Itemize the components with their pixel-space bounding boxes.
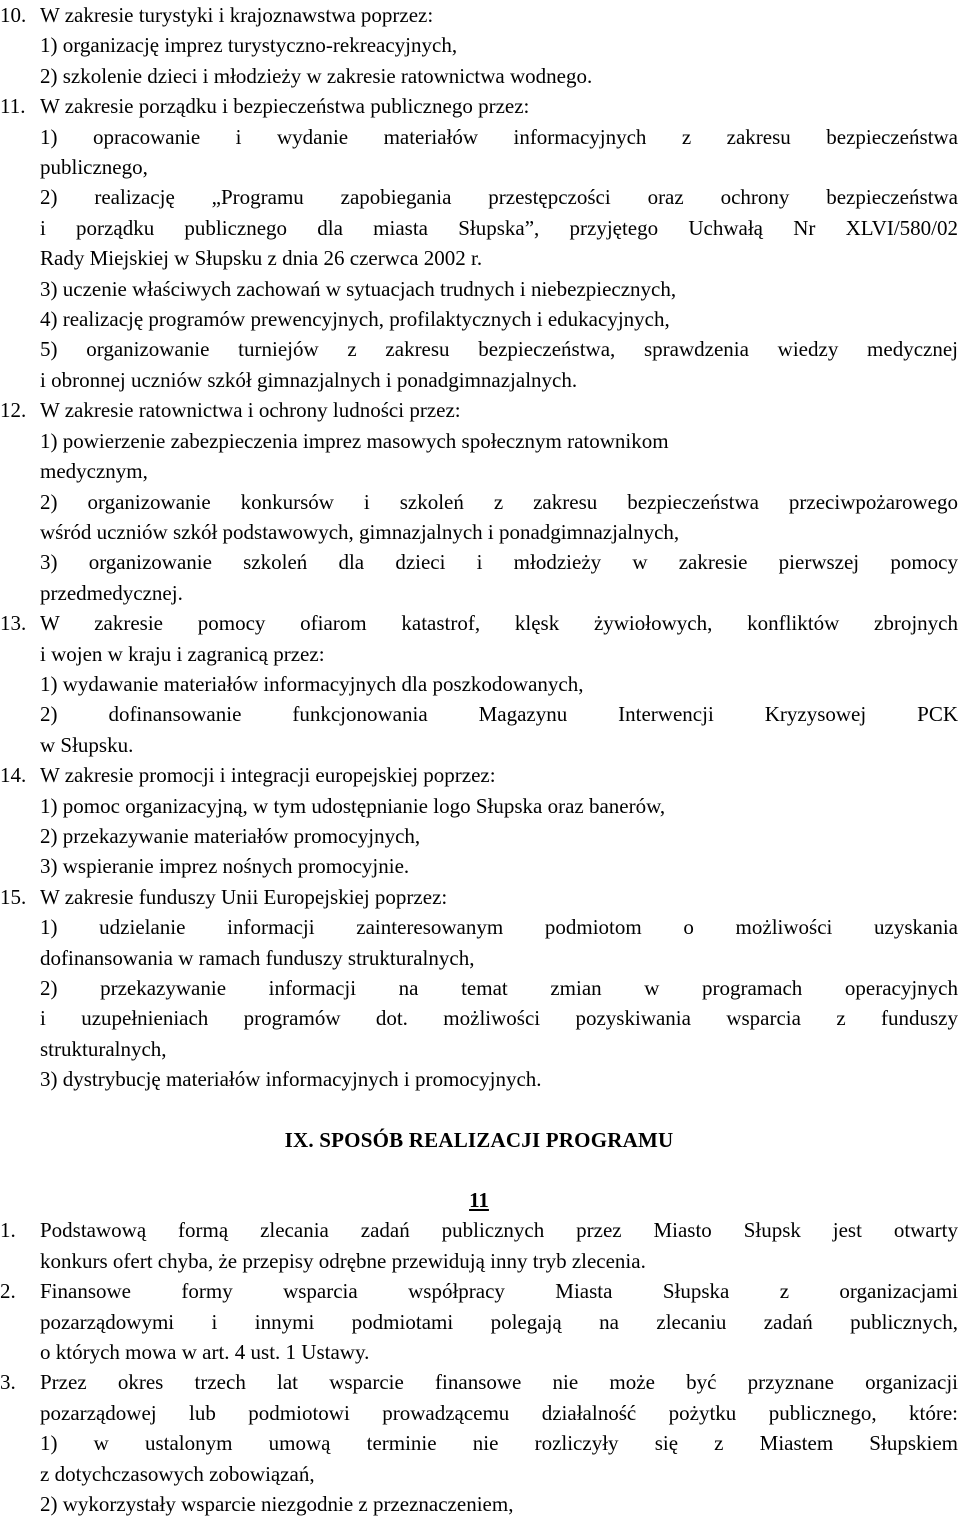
text-line: strukturalnych,: [40, 1036, 167, 1061]
list-item: [0, 608, 958, 760]
text-line: W zakresie promocji i integracji europejskiej poprzez:: [40, 763, 496, 788]
text-line: 1) udzielanie informacji zainteresowanym podmiotom o możliwości uzyskania: [40, 915, 958, 940]
text-line: publicznego,: [40, 155, 148, 180]
text-line: 2) dofinansowanie funkcjonowania Magazynu Interwencji Kryzysowej PCK: [40, 702, 958, 727]
text-line: dofinansowania w ramach funduszy strukturalnych,: [40, 945, 475, 970]
list-item-number: 14.: [0, 763, 27, 788]
list-item-number: 2.: [0, 1279, 16, 1304]
list-item: [0, 1367, 958, 1519]
enumerated-list-bottom: [0, 1215, 958, 1519]
text-line: 1) powierzenie zabezpieczenia imprez masowych społecznym ratownikom: [40, 428, 669, 453]
text-line: o których mowa w art. 4 ust. 1 Ustawy.: [40, 1340, 370, 1365]
text-line: 2) wykorzystały wsparcie niezgodnie z przeznaczeniem,: [40, 1492, 514, 1517]
text-line: 2) realizację „Programu zapobiegania przestępczości oraz ochrony bezpieczeństwa: [40, 185, 958, 210]
text-line: 3) uczenie właściwych zachowań w sytuacjach trudnych i niebezpiecznych,: [40, 276, 677, 301]
text-line: i wojen w kraju i zagranicą przez:: [40, 641, 325, 666]
text-line: W zakresie ratownictwa i ochrony ludności przez:: [40, 398, 461, 423]
list-item: [0, 395, 958, 608]
text-line: i obronnej uczniów szkół gimnazjalnych i ponadgimnazjalnych.: [40, 367, 578, 392]
list-item: [0, 882, 958, 1095]
text-line: medycznym,: [40, 459, 148, 484]
list-item-number: 12.: [0, 398, 27, 423]
text-line: 1) wydawanie materiałów informacyjnych dla poszkodowanych,: [40, 671, 584, 696]
list-item: [0, 0, 958, 91]
text-line: Podstawową formą zlecania zadań publicznych przez Miasto Słupsk jest otwarty: [40, 1218, 958, 1243]
text-line: 1) organizację imprez turystyczno-rekreacyjnych,: [40, 33, 458, 58]
text-line: W zakresie porządku i bezpieczeństwa publicznego przez:: [40, 94, 530, 119]
text-line: 5) organizowanie turniejów z zakresu bezpieczeństwa, sprawdzenia wiedzy medycznej: [40, 337, 958, 362]
text-line: 2) organizowanie konkursów i szkoleń z zakresu bezpieczeństwa przeciwpożarowego: [40, 489, 958, 514]
section-heading: IX. SPOSÓB REALIZACJI PROGRAMU: [284, 1127, 674, 1152]
text-line: 1) pomoc organizacyjną, w tym udostępnianie logo Słupska oraz banerów,: [40, 793, 666, 818]
text-line: Przez okres trzech lat wsparcie finansowe nie może być przyznane organizacji: [40, 1370, 958, 1395]
text-line: i porządku publicznego dla miasta Słupska”, przyjętego Uchwałą Nr XLVI/580/02: [40, 215, 958, 240]
text-line: konkurs ofert chyba, że przepisy odrębne przewidują inny tryb zlecenia.: [40, 1248, 646, 1273]
list-item: [0, 91, 958, 395]
text-line: Finansowe formy wsparcia współpracy Miasta Słupska z organizacjami: [40, 1279, 958, 1304]
text-line: wśród uczniów szkół podstawowych, gimnazjalnych i ponadgimnazjalnych,: [40, 519, 680, 544]
text-line: pozarządowej lub podmiotowi prowadzącemu działalność pożytku publicznego, które:: [40, 1400, 958, 1425]
text-line: Rady Miejskiej w Słupsku z dnia 26 czerwca 2002 r.: [40, 246, 483, 271]
text-line: w Słupsku.: [40, 732, 134, 757]
list-item-number: 3.: [0, 1370, 16, 1395]
text-line: pozarządowymi i innymi podmiotami polegają na zlecaniu zadań publicznych,: [40, 1309, 958, 1334]
text-line: 2) przekazywanie materiałów promocyjnych,: [40, 823, 421, 848]
text-line: 3) dystrybucję materiałów informacyjnych i promocyjnych.: [40, 1067, 542, 1092]
text-line: 1) w ustalonym umową terminie nie rozliczyły się z Miastem Słupskiem: [40, 1431, 958, 1456]
list-item-number: 10.: [0, 3, 27, 27]
text-line: 4) realizację programów prewencyjnych, profilaktycznych i edukacyjnych,: [40, 307, 670, 332]
list-item-number: 11.: [0, 94, 26, 119]
text-line: W zakresie funduszy Unii Europejskiej poprzez:: [40, 884, 448, 909]
text-line: i uzupełnieniach programów dot. możliwości pozyskiwania wsparcia z funduszy: [40, 1006, 958, 1031]
text-line: W zakresie pomocy ofiarom katastrof, klęsk żywiołowych, konfliktów zbrojnych: [40, 611, 958, 636]
paragraph-number: 11: [469, 1188, 489, 1213]
text-line: 2) szkolenie dzieci i młodzieży w zakresie ratownictwa wodnego.: [40, 63, 593, 88]
list-item-number: 15.: [0, 884, 27, 909]
text-line: przedmedycznej.: [40, 580, 183, 605]
list-item: [0, 1276, 958, 1367]
list-item: [0, 1215, 958, 1276]
text-line: W zakresie turystyki i krajoznawstwa poprzez:: [40, 3, 434, 27]
text-line: 3) organizowanie szkoleń dla dzieci i młodzieży w zakresie pierwszej pomocy: [40, 550, 958, 575]
list-item-number: 1.: [0, 1218, 16, 1243]
list-item-number: 13.: [0, 611, 27, 636]
text-line: 3) wspieranie imprez nośnych promocyjnie.: [40, 854, 410, 879]
text-line: 1) opracowanie i wydanie materiałów informacyjnych z zakresu bezpieczeństwa: [40, 124, 958, 149]
text-line: 2) przekazywanie informacji na temat zmian w programach operacyjnych: [40, 976, 958, 1000]
text-line: z dotychczasowych zobowiązań,: [40, 1461, 315, 1486]
list-item: [0, 760, 958, 882]
